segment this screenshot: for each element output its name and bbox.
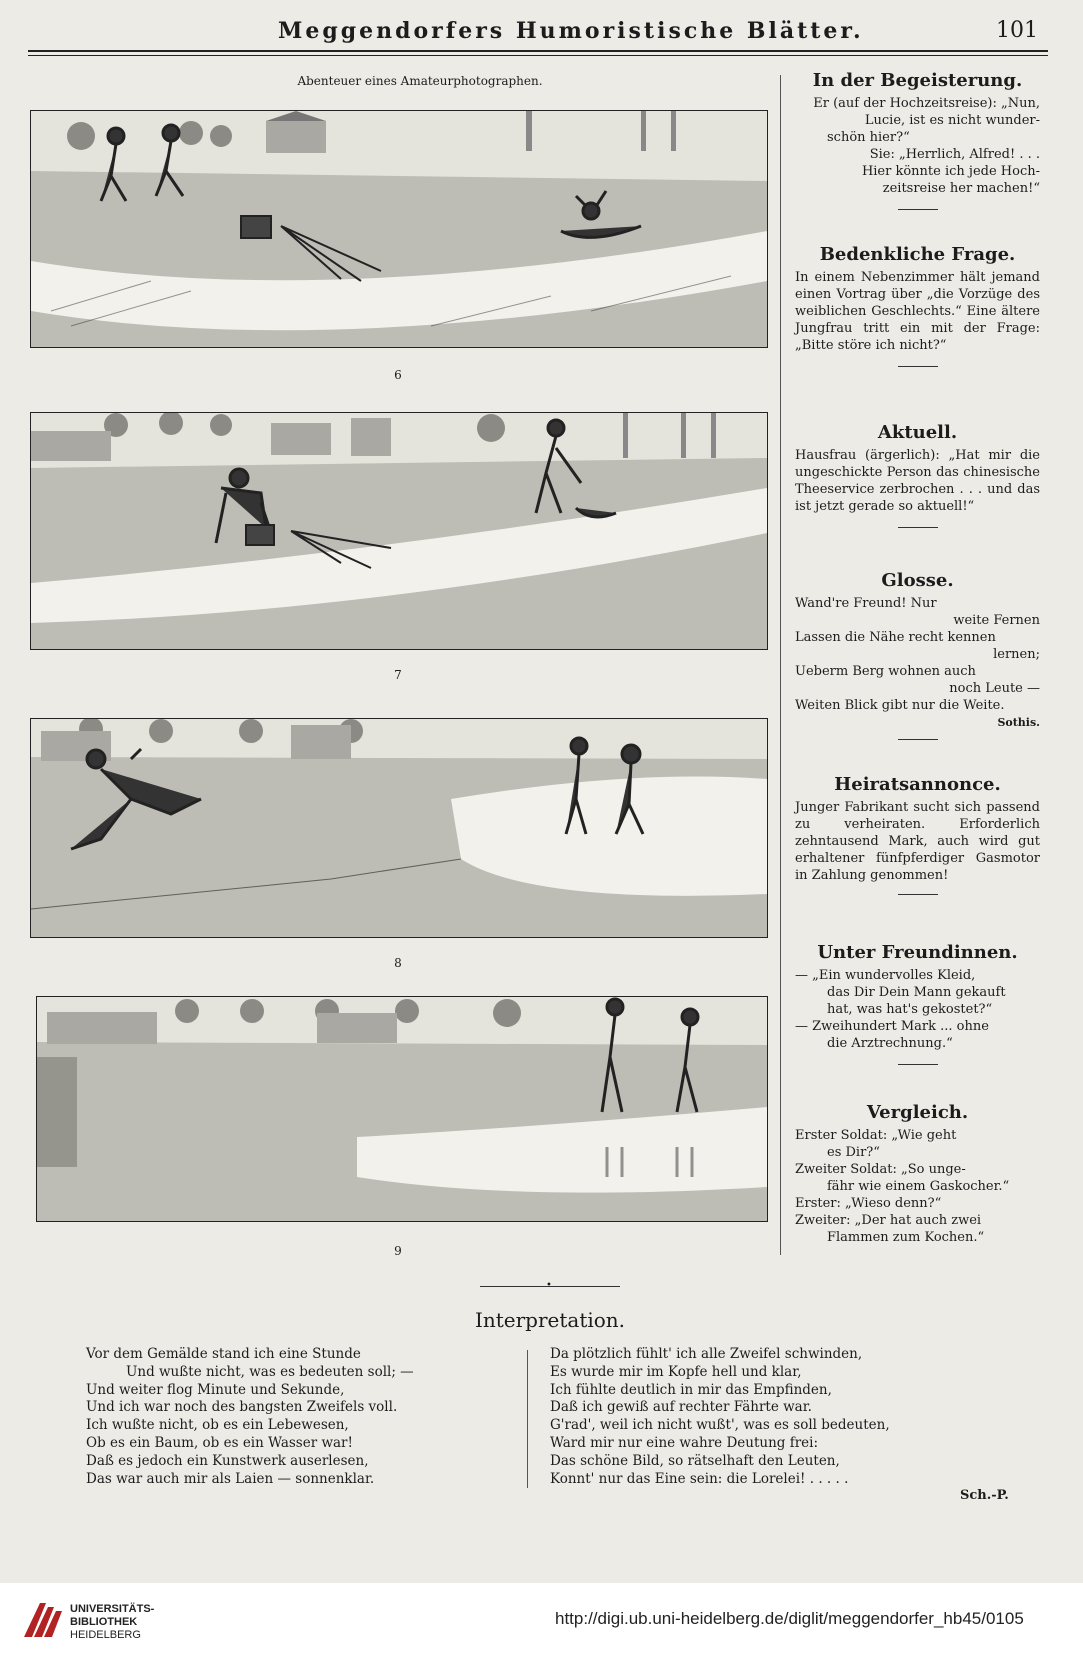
series-caption: Abenteuer eines Amateurphotographen.: [297, 74, 543, 88]
text-line: Erster: „Wieso denn?“: [795, 1196, 942, 1211]
poem-line: Und weiter flog Minute und Sekunde,: [86, 1381, 345, 1398]
library-name[interactable]: [70, 1603, 154, 1642]
section-title: Glosse.: [881, 570, 954, 591]
section-frage: [795, 246, 1040, 367]
divider: [898, 209, 938, 210]
library-name-line: HEIDELBERG: [70, 1629, 141, 1641]
section-title: Unter Freundinnen.: [817, 942, 1018, 963]
library-name-line: UNIVERSITÄTS-: [70, 1603, 155, 1615]
cartoon-panel-9: [36, 996, 768, 1222]
panel-number: 6: [394, 368, 402, 382]
library-logo-icon[interactable]: [20, 1597, 66, 1643]
poem-left-column: [86, 1346, 516, 1488]
section-begeisterung: [795, 72, 1040, 210]
header-rule-thin: [28, 55, 1048, 56]
text-line: zeitsreise her machen!“: [882, 181, 1040, 196]
section-vergleich: [795, 1104, 1040, 1246]
text-line: die Arztrechnung.“: [827, 1036, 953, 1051]
signature: Sothis.: [997, 716, 1040, 729]
page-number: 101: [996, 18, 1038, 43]
divider: [898, 894, 938, 895]
panel-number: 9: [394, 1244, 402, 1258]
text-line: das Dir Dein Mann gekauft: [827, 985, 1006, 1000]
text-line: Sie: „Herrlich, Alfred! . . .: [869, 147, 1040, 162]
poem-line: G'rad', weil ich nicht wußt', was es soll bedeuten,: [550, 1417, 890, 1434]
text-line: Wand're Freund! Nur: [795, 596, 937, 611]
poem-right-column: [550, 1346, 1030, 1488]
column-divider: [780, 75, 781, 1255]
poem-line: Daß es jedoch ein Kunstwerk auserlesen,: [86, 1452, 369, 1469]
text-line: Zweiter Soldat: „So unge-: [795, 1162, 966, 1177]
section-title: Aktuell.: [877, 422, 958, 443]
poem-line: Das schöne Bild, so rätselhaft den Leuten,: [550, 1452, 840, 1469]
poem-line: Ich fühlte deutlich in mir das Empfinden,: [550, 1381, 832, 1398]
text-line: noch Leute —: [949, 681, 1040, 696]
section-title: Vergleich.: [866, 1102, 969, 1123]
text-line: Weiten Blick gibt nur die Weite.: [795, 698, 1005, 713]
section-body: In einem Nebenzimmer hält jemand einen Vortrag über „die Vorzüge des weiblichen Geschlechts.“ Eine ältere Jungfrau tritt ein mit der Frage: „Bitte störe ich nicht?“: [795, 270, 1040, 353]
ornament-dot: •: [546, 1280, 552, 1291]
cartoon-panel-7: [30, 412, 768, 650]
text-line: — „Ein wundervolles Kleid,: [795, 968, 976, 983]
divider: [898, 527, 938, 528]
section-freundinnen: [795, 944, 1040, 1065]
divider: [898, 366, 938, 367]
text-line: Hier könnte ich jede Hoch-: [861, 164, 1040, 179]
cartoon-panel-8: [30, 718, 768, 938]
divider: [898, 739, 938, 740]
poem-line: Es wurde mir im Kopfe hell und klar,: [550, 1363, 802, 1380]
header-rule: [28, 50, 1048, 52]
poem-signature: Sch.-P.: [960, 1488, 1009, 1503]
poem-line: Daß ich gewiß auf rechter Fährte war.: [550, 1399, 812, 1416]
section-title: In der Begeisterung.: [812, 70, 1023, 91]
viewer-footer: [0, 1583, 1083, 1660]
poem-line: Und ich war noch des bangsten Zweifels voll.: [86, 1399, 398, 1416]
text-line: Flammen zum Kochen.“: [827, 1230, 985, 1245]
divider: [898, 1064, 938, 1065]
poem-line: Vor dem Gemälde stand ich eine Stunde: [86, 1346, 361, 1362]
poem-line: Konnt' nur das Eine sein: die Lorelei! . . . . .: [550, 1470, 849, 1487]
cartoon-panel-6: [30, 110, 768, 348]
text-line: Er (auf der Hochzeitsreise): „Nun,: [813, 96, 1040, 111]
poem-line: Ob es ein Baum, ob es ein Wasser war!: [86, 1434, 353, 1451]
text-line: weite Fernen: [953, 613, 1040, 628]
section-heiratsannonce: [795, 776, 1040, 895]
section-body: Junger Fabrikant sucht sich passend zu verheiraten. Erforderlich zehntausend Mark, auch wird gut erhaltener fünfpferdiger Gasmotor in Zahlung genommen!: [795, 800, 1040, 883]
text-line: hat, was hat's gekostet?“: [827, 1002, 993, 1017]
section-title: Bedenkliche Frage.: [819, 244, 1016, 265]
poem-divider: [527, 1350, 528, 1488]
section-aktuell: [795, 424, 1040, 528]
panel-number: 7: [394, 668, 402, 682]
poem-title: Interpretation.: [474, 1308, 626, 1332]
text-line: es Dir?“: [827, 1145, 880, 1160]
journal-title: Meggendorfers Humoristische Blätter.: [278, 18, 864, 44]
text-line: Ueberm Berg wohnen auch: [795, 664, 976, 679]
text-line: Lucie, ist es nicht wunder-: [864, 113, 1040, 128]
poem-line: Das war auch mir als Laien — sonnenklar.: [86, 1470, 375, 1487]
library-name-line: BIBLIOTHEK: [70, 1616, 138, 1628]
text-line: Zweiter: „Der hat auch zwei: [795, 1213, 982, 1228]
panel-number: 8: [394, 956, 402, 970]
text-line: lernen;: [993, 647, 1040, 662]
permalink[interactable]: http://digi.ub.uni-heidelberg.de/diglit/meggendorfer_hb45/0105: [555, 1609, 1024, 1628]
text-line: — Zweihundert Mark ... ohne: [795, 1019, 989, 1034]
section-glosse: [795, 572, 1040, 740]
section-body: Hausfrau (ärgerlich): „Hat mir die ungeschickte Person das chinesische Theeservice zerbrochen . . . und das ist jetzt gerade so aktuell!“: [795, 448, 1040, 514]
text-line: fähr wie einem Gaskocher.“: [827, 1179, 1010, 1194]
poem-line: Ward mir nur eine wahre Deutung frei:: [550, 1434, 819, 1451]
masthead: [28, 10, 1048, 44]
poem-line: Da plötzlich fühlt' ich alle Zweifel schwinden,: [550, 1346, 863, 1362]
section-title: Heiratsannonce.: [834, 774, 1001, 795]
text-line: Erster Soldat: „Wie geht: [795, 1128, 957, 1143]
poem-line: Und wußte nicht, was es bedeuten soll; —: [126, 1363, 414, 1380]
text-line: schön hier?“: [827, 130, 910, 145]
poem-line: Ich wußte nicht, ob es ein Lebewesen,: [86, 1417, 349, 1434]
text-line: Lassen die Nähe recht kennen: [795, 630, 996, 645]
